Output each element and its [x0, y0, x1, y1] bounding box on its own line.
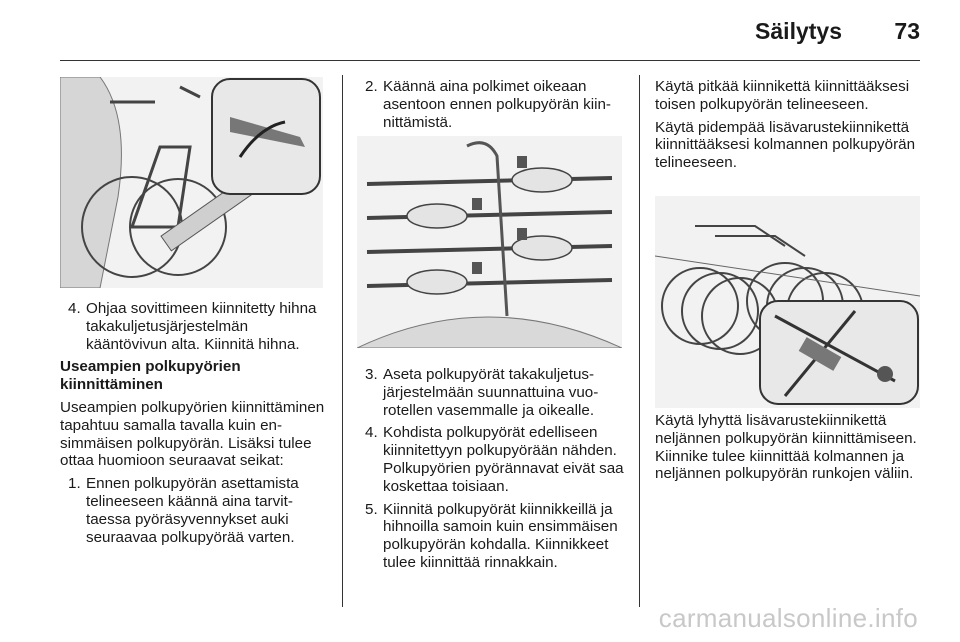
subheading: Useampien polkupyörien kiinnittäminen: [60, 358, 241, 394]
list-item: 3. Aseta polkupyörät takakuljetusjärjestelmään suunnattuina vuorotellen vasemmalle ja oikealle.: [365, 366, 599, 419]
page-number: 73: [894, 18, 920, 44]
column-1: [60, 300, 328, 551]
page-header: [0, 0, 960, 60]
list-item: 4. Kohdista polkupyörät edelliseen kiinnitettyyn polkupyörään nähden. Polkupyörien pyörännavat eivät saa koskettaa toisiaan.: [365, 424, 624, 495]
bike-carrier-strap-figure: [60, 77, 323, 288]
column-divider-2: [639, 75, 640, 607]
list-item: 5. Kiinnitä polkupyörät kiinnikkeillä ja hihnoilla samoin kuin ensimmäisen polkupyörän kohdalla. Kiinnikkeet tulee kiinnittää rinnakkain.: [365, 500, 618, 571]
column-2: [357, 366, 625, 577]
list-item: 2. Käännä aina polkimet oikeaan asentoon ennen polkupyörän kiinnittämistä.: [365, 78, 611, 131]
paragraph: Käytä pidempää lisävarustekiinnikettä kiinnittääksesi kolmannen polkupyörän telineeseen.: [655, 118, 916, 172]
list-item: 4. Ohjaa sovittimeen kiinnitetty hihna takakuljetusjärjestelmän kääntövivun alta. Kiinnitä hihna.: [68, 300, 317, 353]
bike-pedals-figure: [357, 136, 622, 348]
column-divider-1: [342, 75, 343, 607]
watermark: carmanualsonline.info: [658, 603, 918, 633]
column-3: [655, 412, 925, 488]
section-title: Säilytys: [755, 18, 842, 44]
paragraph: Käytä pitkää kiinnikettä kiinnittääksesi toisen polkupyörän telineeseen.: [655, 78, 910, 113]
paragraph: Useampien polkupyörien kiinnittäminen tapahtuu samalla tavalla kuin ensimmäisen polkupyörän. Lisäksi tulee ottaa huomioon seuraavat seikat:: [60, 398, 325, 470]
paragraph: Käytä lyhyttä lisävarustekiinnikettä neljännen polkupyörän kiinnittämiseen. Kiinnike tulee kiinnittää kolmannen ja neljännen polkupyörän runkojen väliin.: [655, 412, 917, 483]
multiple-bikes-figure: [655, 196, 920, 408]
column-3-top: [655, 78, 925, 177]
column-2-top: [357, 78, 625, 136]
list-item: 1. Ennen polkupyörän asettamista telineeseen käännä aina tarvittaessa pyöräsyvennykset auki seuraavaa polkupyörää varten.: [68, 475, 299, 546]
header-rule: [60, 60, 920, 61]
